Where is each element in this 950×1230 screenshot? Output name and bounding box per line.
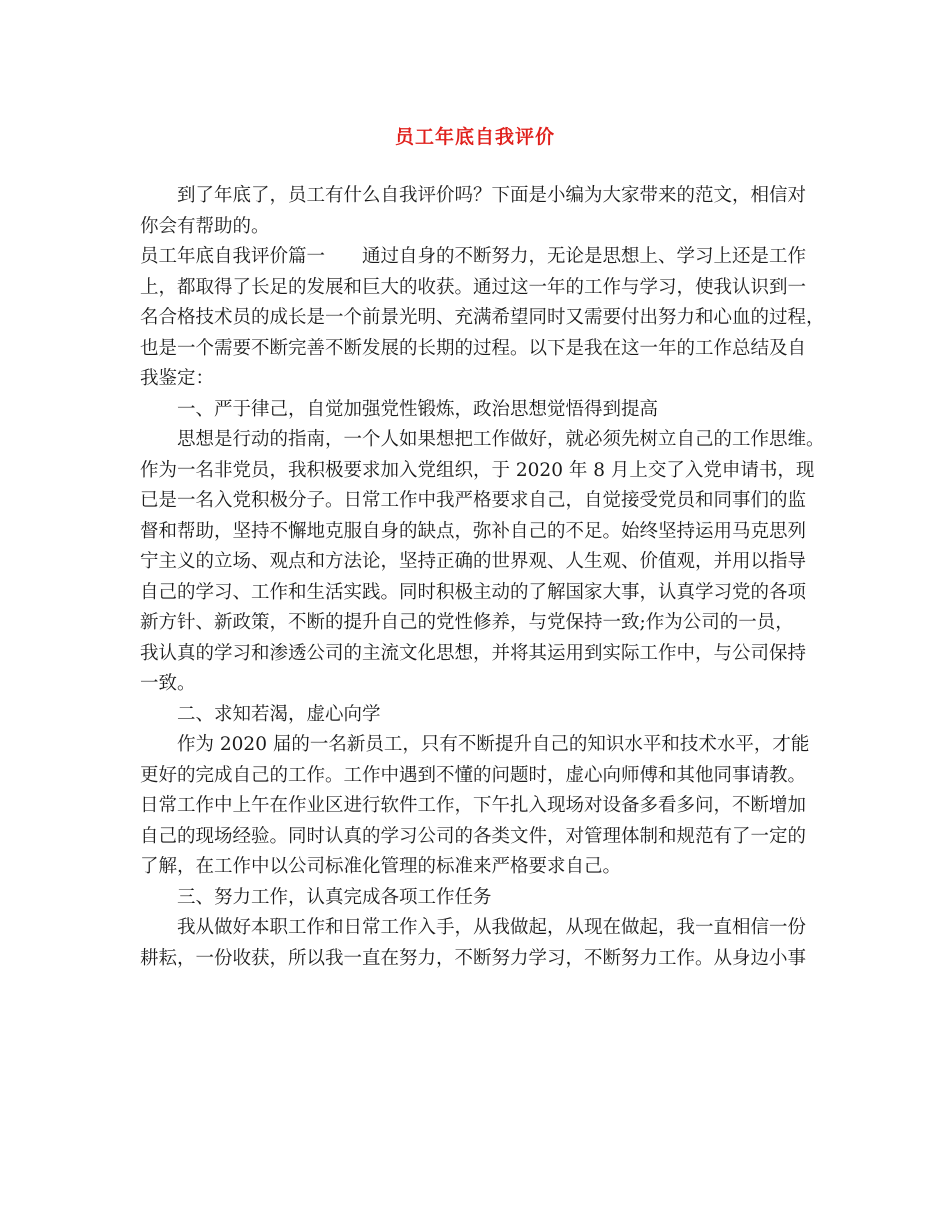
- body-line: 自己的现场经验。同时认真的学习公司的各类文件，对管理体制和规范有了一定的: [140, 825, 807, 847]
- body-line: 了解，在工作中以公司标准化管理的标准来严格要求自己。: [140, 856, 622, 877]
- body-line: 我从做好本职工作和日常工作入手，从我做起，从现在做起，我一直相信一份: [177, 917, 807, 938]
- body-line: 二、求知若渴，虚心向学: [177, 703, 381, 725]
- body-line: 我鉴定：: [140, 368, 215, 389]
- body-line: 思想是行动的指南，一个人如果想把工作做好，就必须先树立自己的工作思维。: [177, 429, 825, 450]
- body-line: 一致。: [140, 673, 196, 694]
- body-line: 上，都取得了长足的发展和巨大的收获。通过这一年的工作与学习，使我认识到一: [140, 276, 807, 298]
- body-line: 名合格技术员的成长是一个前景光明、充满希望同时又需要付出努力和心血的过程，: [140, 307, 825, 328]
- body-line: 已是一名入党积极分子。日常工作中我严格要求自己，自觉接受党员和同事们的监: [140, 490, 807, 511]
- body-line: 我认真的学习和渗透公司的主流文化思想，并将其运用到实际工作中，与公司保持: [140, 642, 807, 664]
- body-line: 员工年底自我评价篇一 通过自身的不断努力，无论是思想上、学习上还是工作: [140, 246, 807, 267]
- body-line: 耕耘，一份收获，所以我一直在努力，不断努力学习，不断努力工作。从身边小事: [140, 947, 807, 969]
- body-line: 一、严于律己，自觉加强党性锻炼，政治思想觉悟得到提高: [177, 398, 659, 420]
- body-line: 作为 2020 届的一名新员工，只有不断提升自己的知识水平和技术水平，才能: [177, 734, 810, 755]
- body-line: 作为一名非党员，我积极要求加入党组织，于 2020 年 8 月上交了入党申请书，现: [140, 459, 815, 481]
- body-line: 督和帮助，坚持不懈地克服自身的缺点，弥补自己的不足。始终坚持运用马克思列: [140, 520, 807, 542]
- body-line: 新方针、新政策，不断的提升自己的党性修养，与党保持一致;作为公司的一员，: [140, 612, 794, 633]
- body-line: 自己的学习、工作和生活实践。同时积极主动的了解国家大事，认真学习党的各项: [140, 581, 807, 603]
- body-line: 日常工作中上午在作业区进行软件工作，下午扎入现场对设备多看多问，不断增加: [140, 795, 807, 816]
- body-line: 三、努力工作，认真完成各项工作任务: [177, 886, 492, 908]
- body-line: 也是一个需要不断完善不断发展的长期的过程。以下是我在这一年的工作总结及自: [140, 337, 807, 359]
- document-title: 员工年底自我评价: [394, 126, 555, 148]
- body-line: 更好的完成自己的工作。工作中遇到不懂的问题时，虚心向师傅和其他同事请教。: [140, 764, 807, 786]
- body-line: 宁主义的立场、观点和方法论，坚持正确的世界观、人生观、价值观，并用以指导: [140, 551, 807, 572]
- body-line: 到了年底了，员工有什么自我评价吗？下面是小编为大家带来的范文，相信对: [177, 185, 807, 206]
- document-body: [140, 181, 830, 974]
- body-line: 你会有帮助的。: [140, 215, 270, 237]
